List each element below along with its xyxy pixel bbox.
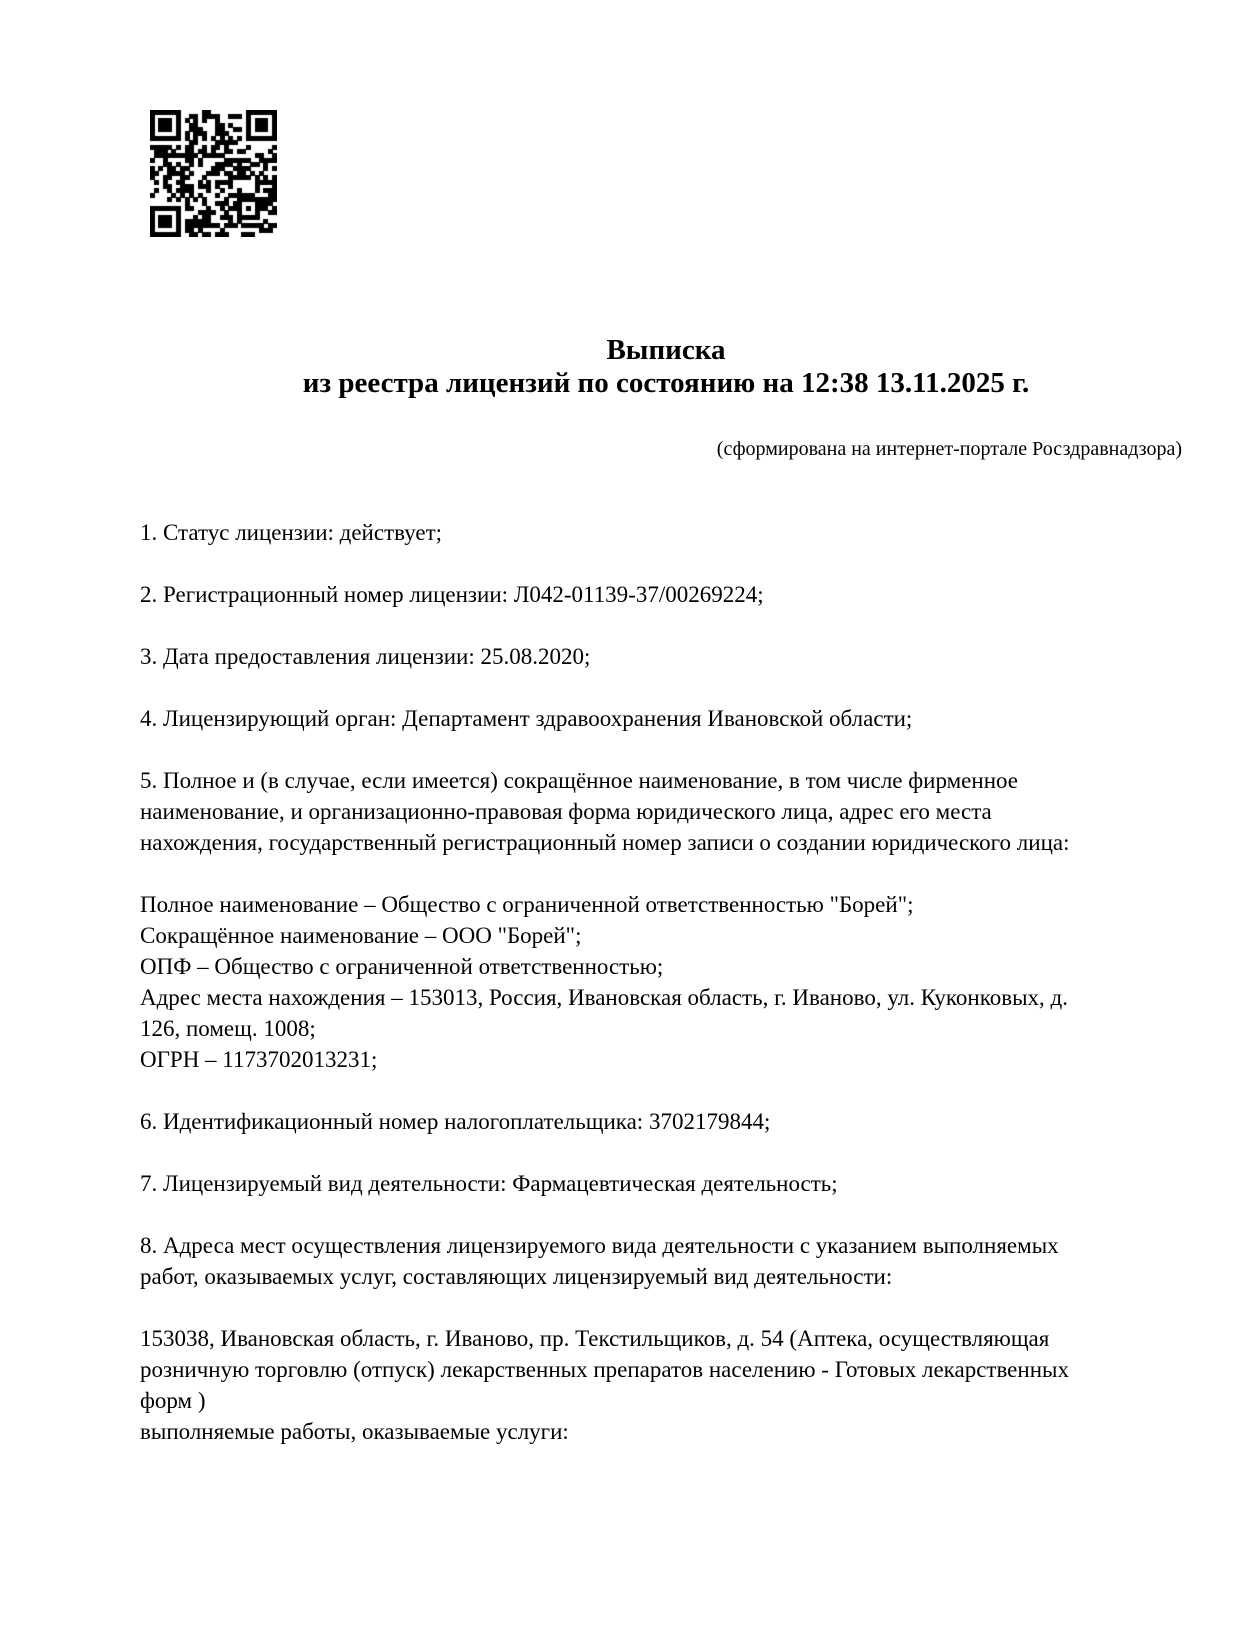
short-name-line: Сокращённое наименование – ООО "Борей"; xyxy=(140,923,582,948)
address-line: 126, помещ. 1008; xyxy=(140,1016,316,1041)
entity-details xyxy=(140,889,1200,1075)
full-name-line: Полное наименование – Общество с ограниченной ответственностью "Борей"; xyxy=(140,892,914,917)
document-title xyxy=(146,334,1186,400)
item-7-licensed-activity xyxy=(140,1168,1200,1199)
text-line: 5. Полное и (в случае, если имеется) сокращённое наименование, в том числе фирменное xyxy=(140,768,1018,793)
ogrn-line: ОГРН – 1173702013231; xyxy=(140,1047,378,1072)
item-4-licensing-authority xyxy=(140,703,1200,734)
text-line: 4. Лицензирующий орган: Департамент здравоохранения Ивановской области; xyxy=(140,706,913,731)
document-subtitle: (сформирована на интернет-портале Росздравнадзора) xyxy=(716,438,1182,460)
document-title-line-2: из реестра лицензий по состоянию на 12:38 13.11.2025 г. xyxy=(302,367,1030,399)
item-1-license-status xyxy=(140,517,1200,548)
item-5-entity-info-heading xyxy=(140,765,1200,858)
address-line: розничную торговлю (отпуск) лекарственных препаратов населению - Готовых лекарственных xyxy=(140,1357,1069,1382)
address-line: форм ) xyxy=(140,1388,206,1413)
item-6-taxpayer-number xyxy=(140,1106,1200,1137)
text-line: 1. Статус лицензии: действует; xyxy=(140,520,443,545)
item-3-grant-date xyxy=(140,641,1200,672)
text-line: 7. Лицензируемый вид деятельности: Фармацевтическая деятельность; xyxy=(140,1171,838,1196)
qr-code-icon xyxy=(150,110,277,237)
text-line: 8. Адреса мест осуществления лицензируемого вида деятельности с указанием выполняемых xyxy=(140,1233,1059,1258)
activity-address-details xyxy=(140,1323,1200,1447)
text-line: 2. Регистрационный номер лицензии: Л042-01139-37/00269224; xyxy=(140,582,764,607)
legal-form-line: ОПФ – Общество с ограниченной ответственностью; xyxy=(140,954,664,979)
document-title-line-1: Выписка xyxy=(606,334,726,366)
address-line: 153038, Ивановская область, г. Иваново, пр. Текстильщиков, д. 54 (Аптека, осуществляющая xyxy=(140,1326,1050,1351)
text-line: 6. Идентификационный номер налогоплательщика: 3702179844; xyxy=(140,1109,771,1134)
address-line: Адрес места нахождения – 153013, Россия, Ивановская область, г. Иваново, ул. Куконковых, д. xyxy=(140,985,1068,1010)
qr-code-image xyxy=(150,110,277,237)
text-line: нахождения, государственный регистрационный номер записи о создании юридического лица: xyxy=(140,830,1070,855)
item-8-activity-addresses-heading xyxy=(140,1230,1200,1292)
text-line: наименование, и организационно-правовая форма юридического лица, адрес его места xyxy=(140,799,992,824)
text-line: 3. Дата предоставления лицензии: 25.08.2020; xyxy=(140,644,591,669)
text-line: работ, оказываемых услуг, составляющих лицензируемый вид деятельности: xyxy=(140,1264,893,1289)
document-body xyxy=(140,517,1200,1478)
item-2-registration-number xyxy=(140,579,1200,610)
works-services-line: выполняемые работы, оказываемые услуги: xyxy=(140,1419,569,1444)
